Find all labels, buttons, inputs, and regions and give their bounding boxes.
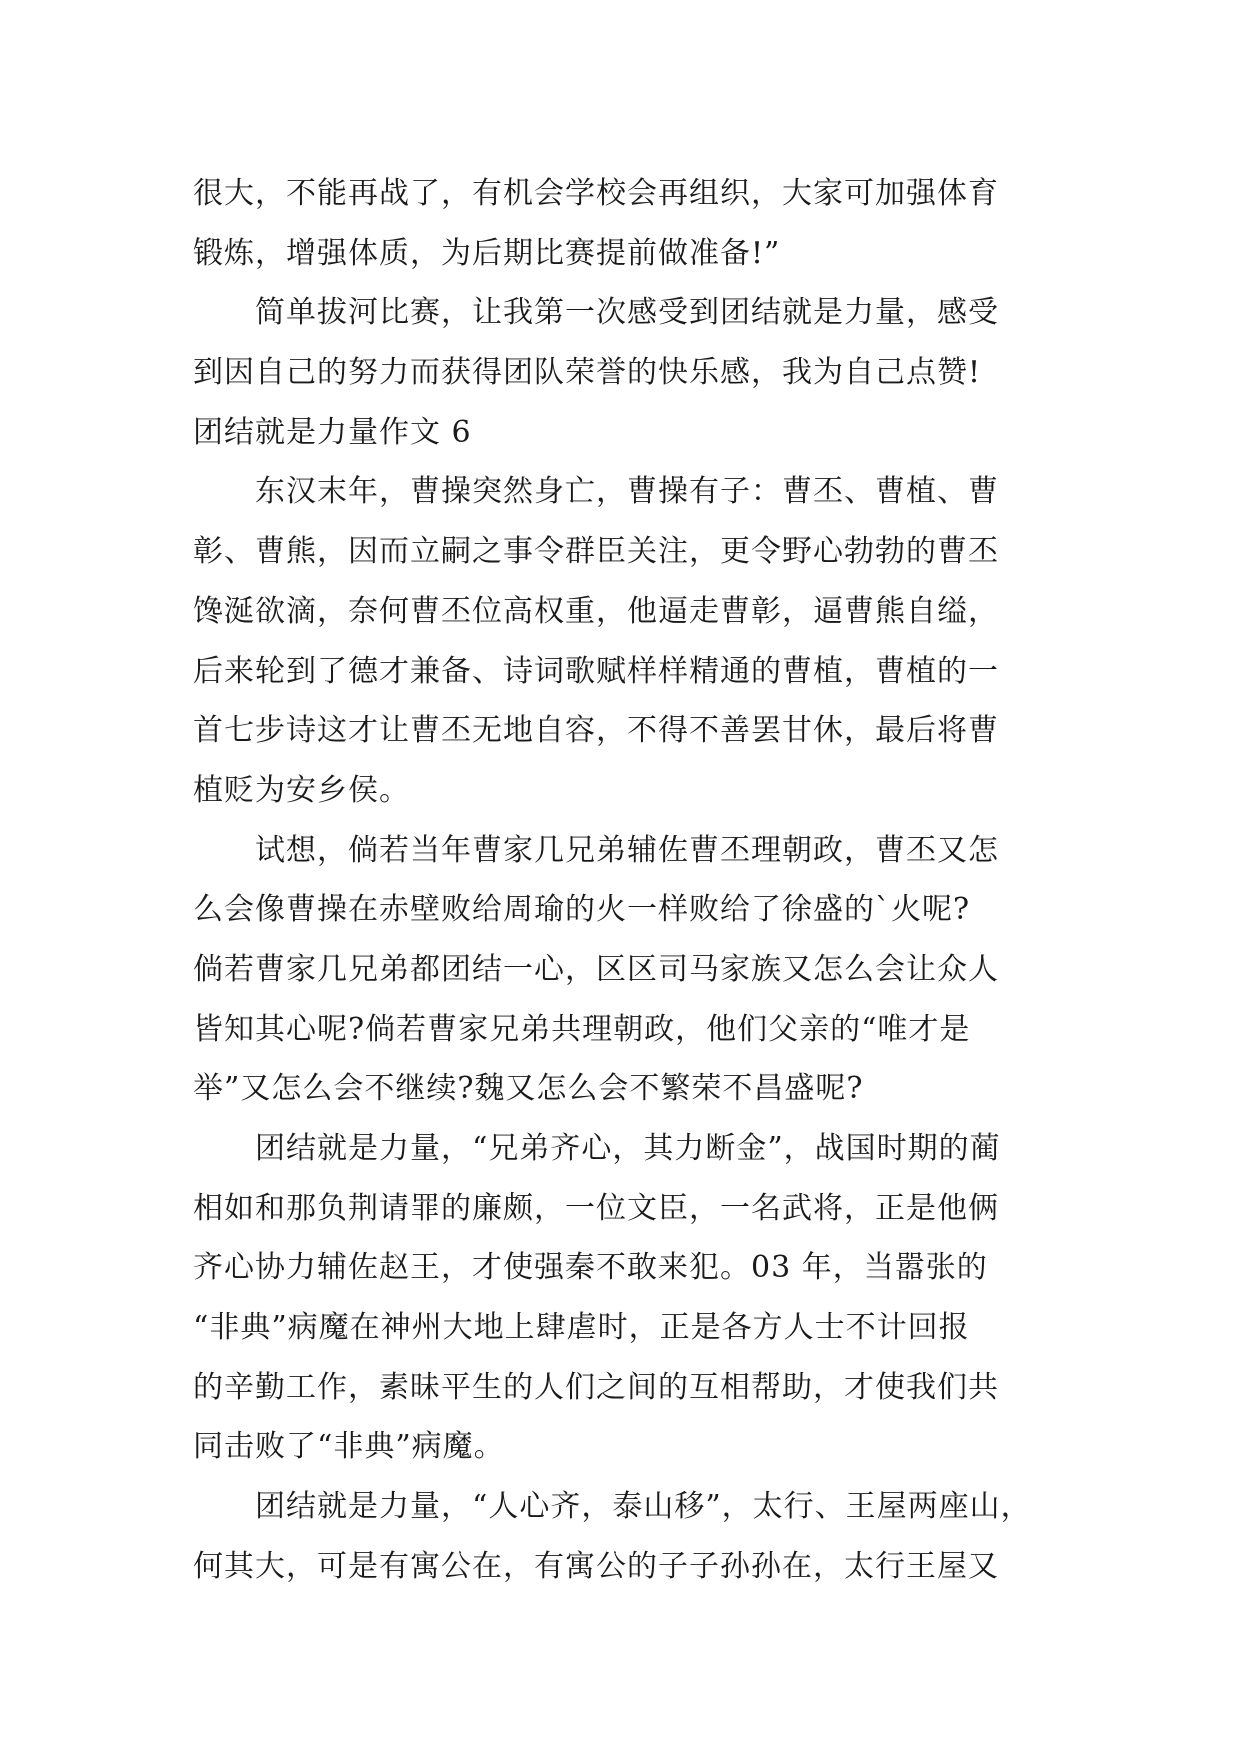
text-line: 团结就是力量，“兄弟齐心，其力断金”，战国时期的蔺 xyxy=(255,1131,1001,1166)
text-line: 彰、曹熊，因而立嗣之事令群臣关注，更令野心勃勃的曹丕 xyxy=(193,534,999,570)
text-line: 东汉末年，曹操突然身亡，曹操有子：曹丕、曹植、曹 xyxy=(255,474,999,510)
text-line: 齐心协力辅佐赵王，才使强秦不敢来犯。03 年，当嚣张的 xyxy=(193,1250,988,1286)
text-line: 何其大，可是有寓公在，有寓公的子子孙孙在，太行王屋又 xyxy=(193,1548,999,1584)
document-body xyxy=(193,164,1053,1597)
text-line: 后来轮到了德才兼备、诗词歌赋样样精通的曹植，曹植的一 xyxy=(193,653,999,689)
text-line: 首七步诗这才让曹丕无地自容，不得不善罢甘休，最后将曹 xyxy=(193,713,999,749)
text-line: 到因自己的努力而获得团队荣誉的快乐感，我为自己点赞! xyxy=(193,355,982,391)
text-line: 试想，倘若当年曹家几兄弟辅佐曹丕理朝政，曹丕又怎 xyxy=(255,832,999,868)
text-line: 相如和那负荆请罪的廉颇，一位文臣，一名武将，正是他俩 xyxy=(193,1190,999,1226)
text-line: 简单拔河比赛，让我第一次感受到团结就是力量，感受 xyxy=(255,295,999,331)
text-line: “非典”病魔在神州大地上肆虐时，正是各方人士不计回报 xyxy=(193,1310,970,1346)
text-line: 的辛勤工作，素昧平生的人们之间的互相帮助，才使我们共 xyxy=(193,1369,999,1405)
text-line: 很大，不能再战了，有机会学校会再组织，大家可加强体育 xyxy=(193,176,999,211)
text-line: 么会像曹操在赤壁败给周瑜的火一样败给了徐盛的`火呢? xyxy=(193,892,971,928)
text-line: 倘若曹家几兄弟都团结一心，区区司马家族又怎么会让众人 xyxy=(193,951,999,987)
text-line: 植贬为安乡侯。 xyxy=(193,772,410,808)
text-line: 皆知其心呢?倘若曹家兄弟共理朝政，他们父亲的“唯才是 xyxy=(193,1011,971,1047)
text-line: 团结就是力量，“人心齐，泰山移”，太行、王屋两座山， xyxy=(255,1489,1032,1525)
text-line: 同击败了“非典”病魔。 xyxy=(193,1429,505,1465)
section-heading: 团结就是力量作文 6 xyxy=(193,414,472,450)
text-line: 举”又怎么会不继续?魏又怎么会不繁荣不昌盛呢? xyxy=(193,1071,864,1107)
text-line: 锻炼，增强体质，为后期比赛提前做准备!” xyxy=(193,235,781,271)
text-line: 馋涎欲滴，奈何曹丕位高权重，他逼走曹彰，逼曹熊自缢， xyxy=(193,593,999,629)
